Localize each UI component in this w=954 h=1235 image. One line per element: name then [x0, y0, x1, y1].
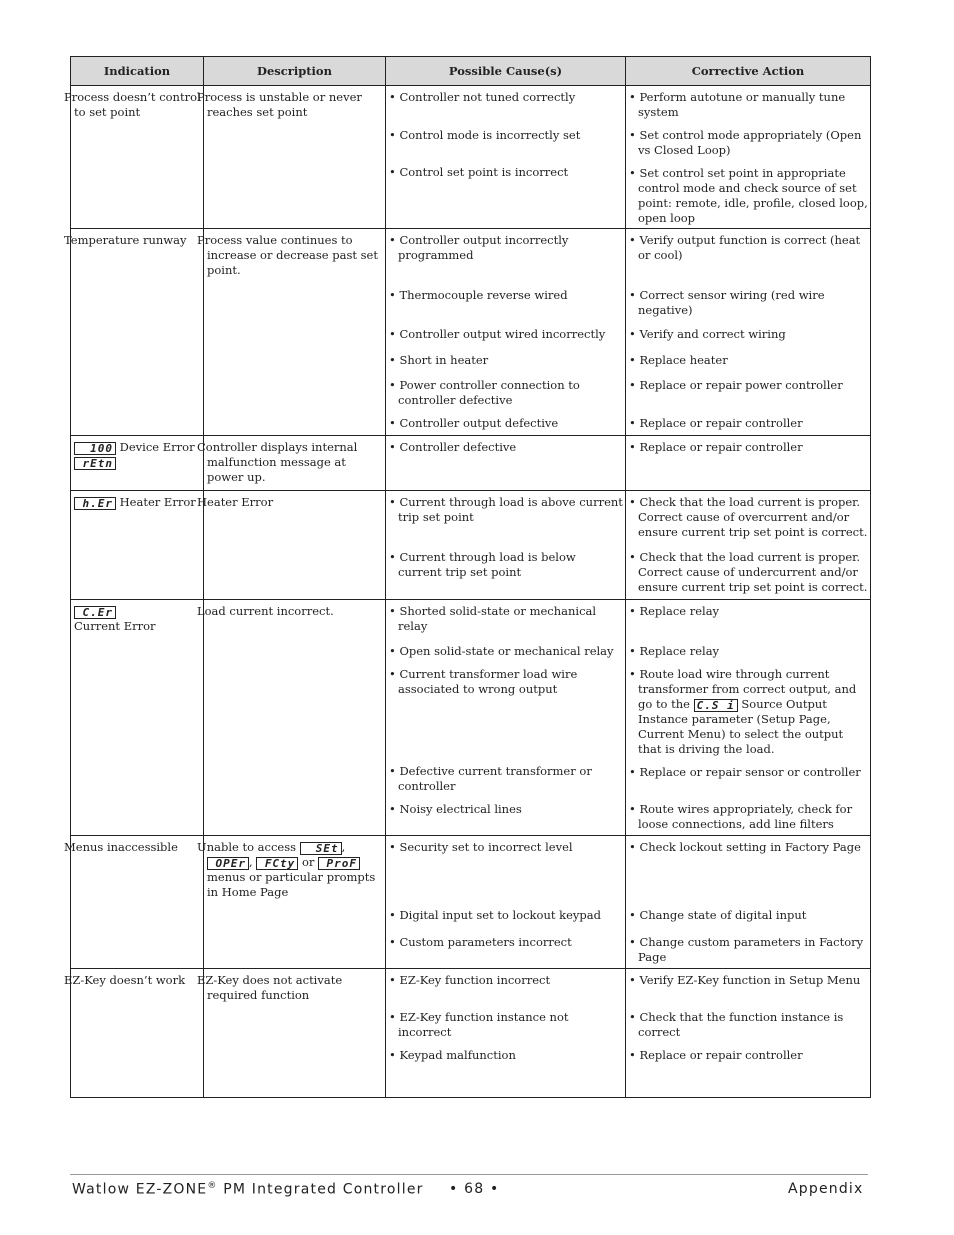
cause-item: • Keypad malfunction	[389, 1048, 516, 1062]
footer-section: Appendix	[788, 1181, 864, 1197]
action-item: • Check that the function instance is correct	[629, 1010, 844, 1039]
cause-item: • Control set point is incorrect	[389, 165, 569, 179]
cause-item: • Thermocouple reverse wired	[389, 288, 568, 302]
troubleshooting-table	[64, 56, 871, 1098]
table-row	[71, 436, 871, 491]
action-item: • Replace relay	[629, 604, 720, 618]
actions-cell	[626, 600, 871, 836]
lcd-code-100: 100	[74, 442, 116, 455]
description-cell: Unable to access SEt , OPEr , FCty or ProF menus or particular prompts in Home Page	[204, 836, 386, 969]
table-row	[71, 836, 871, 969]
causes-cell	[386, 436, 626, 491]
cause-item: • EZ-Key function instance not incorrect	[389, 1010, 569, 1039]
indication-cell: Process doesn’t control to set point	[71, 86, 204, 229]
indication-cell: EZ-Key doesn’t work	[71, 969, 204, 1098]
actions-cell	[626, 86, 871, 229]
description-cell: Process value continues to increase or decrease past set point.	[204, 229, 386, 436]
action-item: • Replace heater	[629, 353, 728, 367]
actions-cell	[626, 836, 871, 969]
causes-cell	[386, 491, 626, 600]
lcd-code-oper: OPEr	[207, 857, 249, 870]
table-row	[71, 229, 871, 436]
cause-item: • Digital input set to lockout keypad	[389, 908, 601, 922]
description-cell: Heater Error	[204, 491, 386, 600]
table-row	[71, 969, 871, 1098]
footer-page-number: • 68 •	[449, 1181, 500, 1197]
description-cell: EZ-Key does not activate required function	[204, 969, 386, 1098]
cause-item: • Current through load is above current trip set point	[389, 495, 623, 524]
cause-item: • Controller not tuned correctly	[389, 90, 576, 104]
cause-item: • EZ-Key function incorrect	[389, 973, 551, 987]
lcd-code-retn: rEtn	[74, 457, 116, 470]
action-item: • Verify EZ-Key function in Setup Menu	[629, 973, 861, 987]
table-header-row	[71, 57, 871, 86]
actions-cell	[626, 969, 871, 1098]
causes-cell	[386, 600, 626, 836]
footer-divider	[70, 1174, 868, 1175]
cause-item: • Noisy electrical lines	[389, 802, 522, 816]
cause-item: • Controller defective	[389, 440, 517, 454]
action-item: • Perform autotune or manually tune system	[629, 90, 846, 119]
actions-cell	[626, 436, 871, 491]
action-item: • Replace or repair controller	[629, 1048, 803, 1062]
indication-cell: C.Er Current Error	[71, 600, 204, 836]
action-item: • Replace or repair controller	[629, 416, 803, 430]
lcd-code-set: SEt	[300, 842, 342, 855]
cause-item: • Custom parameters incorrect	[389, 935, 572, 949]
causes-cell	[386, 229, 626, 436]
cause-item: • Defective current transformer or controller	[389, 764, 592, 793]
cause-item: • Controller output incorrectly programmed	[389, 233, 569, 262]
table-row	[71, 86, 871, 229]
lcd-code-prof: ProF	[318, 857, 360, 870]
footer-product: Watlow EZ-ZONE® PM Integrated Controller	[72, 1181, 424, 1198]
action-item: • Change state of digital input	[629, 908, 807, 922]
column-header-causes: Possible Cause(s)	[386, 57, 626, 86]
action-item: • Verify and correct wiring	[629, 327, 786, 341]
indication-cell: h.Er Heater Error	[71, 491, 204, 600]
action-item: • Check that the load current is proper. Correct cause of undercurrent and/or ensure current trip set point is correct.	[629, 550, 868, 594]
causes-cell	[386, 969, 626, 1098]
lcd-code-fcty: FCty	[256, 857, 298, 870]
indication-cell: Temperature runway	[71, 229, 204, 436]
action-item: • Replace or repair sensor or controller	[629, 765, 861, 779]
column-header-description: Description	[204, 57, 386, 86]
cause-item: • Current transformer load wire associated to wrong output	[389, 667, 578, 696]
action-item: • Route wires appropriately, check for loose connections, add line filters	[629, 802, 853, 831]
lcd-code-csi: C.S i	[694, 699, 738, 712]
cause-item: • Short in heater	[389, 353, 489, 367]
lcd-code-cer: C.Er	[74, 606, 116, 619]
cause-item: • Power controller connection to controller defective	[389, 378, 580, 407]
table-row	[71, 600, 871, 836]
indication-cell: 100 Device Error rEtn	[71, 436, 204, 491]
table-row	[71, 491, 871, 600]
actions-cell	[626, 229, 871, 436]
actions-cell	[626, 491, 871, 600]
action-item: • Set control set point in appropriate control mode and check source of set point: remote, idle, profile, closed loop, open loop	[629, 166, 868, 225]
action-item: • Route load wire through current transformer from correct output, and go to the C.S i Source Output Instance parameter (Setup Page, Current Menu) to select the output that is driving the load.	[629, 667, 857, 756]
description-cell: Load current incorrect.	[204, 600, 386, 836]
action-item: • Replace or repair controller	[629, 440, 803, 454]
column-header-action: Corrective Action	[626, 57, 871, 86]
action-item: • Replace relay	[629, 644, 720, 658]
causes-cell	[386, 836, 626, 969]
action-item: • Replace or repair power controller	[629, 378, 843, 392]
cause-item: • Controller output wired incorrectly	[389, 327, 606, 341]
action-item: • Set control mode appropriately (Open vs Closed Loop)	[629, 128, 862, 157]
description-cell: Process is unstable or never reaches set point	[204, 86, 386, 229]
cause-item: • Open solid-state or mechanical relay	[389, 644, 614, 658]
action-item: • Correct sensor wiring (red wire negative)	[629, 288, 825, 317]
cause-item: • Current through load is below current trip set point	[389, 550, 576, 579]
cause-item: • Control mode is incorrectly set	[389, 128, 581, 142]
causes-cell	[386, 86, 626, 229]
cause-item: • Shorted solid-state or mechanical relay	[389, 604, 597, 633]
action-item: • Check lockout setting in Factory Page	[629, 840, 861, 854]
indication-cell: Menus inaccessible	[71, 836, 204, 969]
action-item: • Verify output function is correct (heat or cool)	[629, 233, 861, 262]
lcd-code-her: h.Er	[74, 497, 116, 510]
column-header-indication: Indication	[71, 57, 204, 86]
description-cell: Controller displays internal malfunction message at power up.	[204, 436, 386, 491]
cause-item: • Security set to incorrect level	[389, 840, 573, 854]
cause-item: • Controller output defective	[389, 416, 559, 430]
action-item: • Check that the load current is proper. Correct cause of overcurrent and/or ensure current trip set point is correct.	[629, 495, 868, 539]
action-item: • Change custom parameters in Factory Page	[629, 935, 864, 964]
